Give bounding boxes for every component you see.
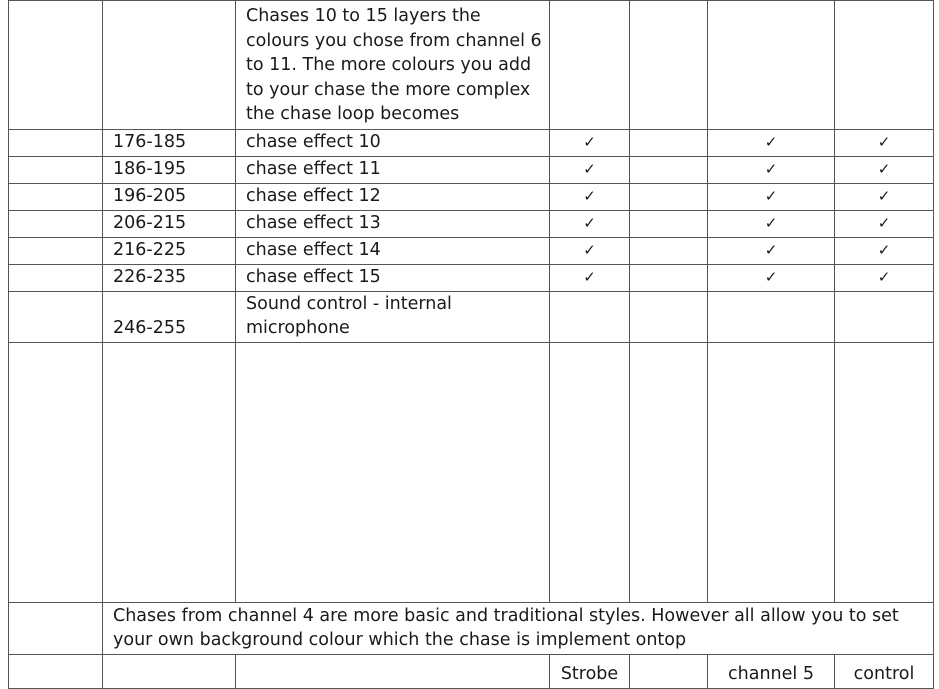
range-cell: 226-235 (103, 264, 236, 291)
check-mark-icon: ✓ (835, 156, 934, 183)
effect-name-cell: chase effect 15 (236, 264, 550, 291)
check-mark-icon: ✓ (835, 264, 934, 291)
check-mark-icon: ✓ (835, 129, 934, 156)
check-mark-icon: ✓ (550, 237, 630, 264)
effect-name-cell: chase effect 14 (236, 237, 550, 264)
channel-table (8, 0, 934, 689)
range-cell: 246-255 (103, 291, 236, 342)
check-mark-icon: ✓ (708, 264, 835, 291)
check-mark-icon: ✓ (835, 237, 934, 264)
effect-name-cell: Sound control - internal microphone (236, 291, 550, 342)
table-row (9, 210, 934, 237)
check-mark-icon: ✓ (550, 264, 630, 291)
check-mark-icon: ✓ (835, 183, 934, 210)
check-mark-icon: ✓ (708, 210, 835, 237)
control-label: control (835, 654, 934, 688)
range-cell: 176-185 (103, 129, 236, 156)
footer-row (9, 654, 934, 688)
note-text: Chases from channel 4 are more basic and traditional styles. However all allow you to set your own background colour which the chase is implement ontop (103, 602, 934, 654)
table-row (9, 183, 934, 210)
effect-name-cell: chase effect 12 (236, 183, 550, 210)
effect-name-cell: chase effect 11 (236, 156, 550, 183)
range-cell: 216-225 (103, 237, 236, 264)
intro-text: Chases 10 to 15 layers the colours you chose from channel 6 to 11. The more colours you add to your chase the more complex the chase loop becomes (236, 1, 550, 130)
check-mark-icon: ✓ (550, 183, 630, 210)
effect-name-cell: chase effect 10 (236, 129, 550, 156)
table-row (9, 129, 934, 156)
check-mark-icon: ✓ (550, 210, 630, 237)
check-mark-icon: ✓ (708, 237, 835, 264)
check-mark-icon: ✓ (550, 129, 630, 156)
strobe-label: Strobe (550, 654, 630, 688)
effect-name-cell: chase effect 13 (236, 210, 550, 237)
range-cell: 196-205 (103, 183, 236, 210)
check-mark-icon: ✓ (708, 129, 835, 156)
range-cell: 206-215 (103, 210, 236, 237)
note-row (9, 602, 934, 654)
range-cell: 186-195 (103, 156, 236, 183)
table-row (9, 264, 934, 291)
check-mark-icon: ✓ (550, 156, 630, 183)
check-mark-icon: ✓ (708, 183, 835, 210)
sound-row (9, 291, 934, 342)
check-mark-icon: ✓ (708, 156, 835, 183)
check-mark-icon: ✓ (835, 210, 934, 237)
blank-row (9, 342, 934, 602)
table-row (9, 156, 934, 183)
intro-row (9, 1, 934, 130)
table-row (9, 237, 934, 264)
channel5-label: channel 5 (708, 654, 835, 688)
